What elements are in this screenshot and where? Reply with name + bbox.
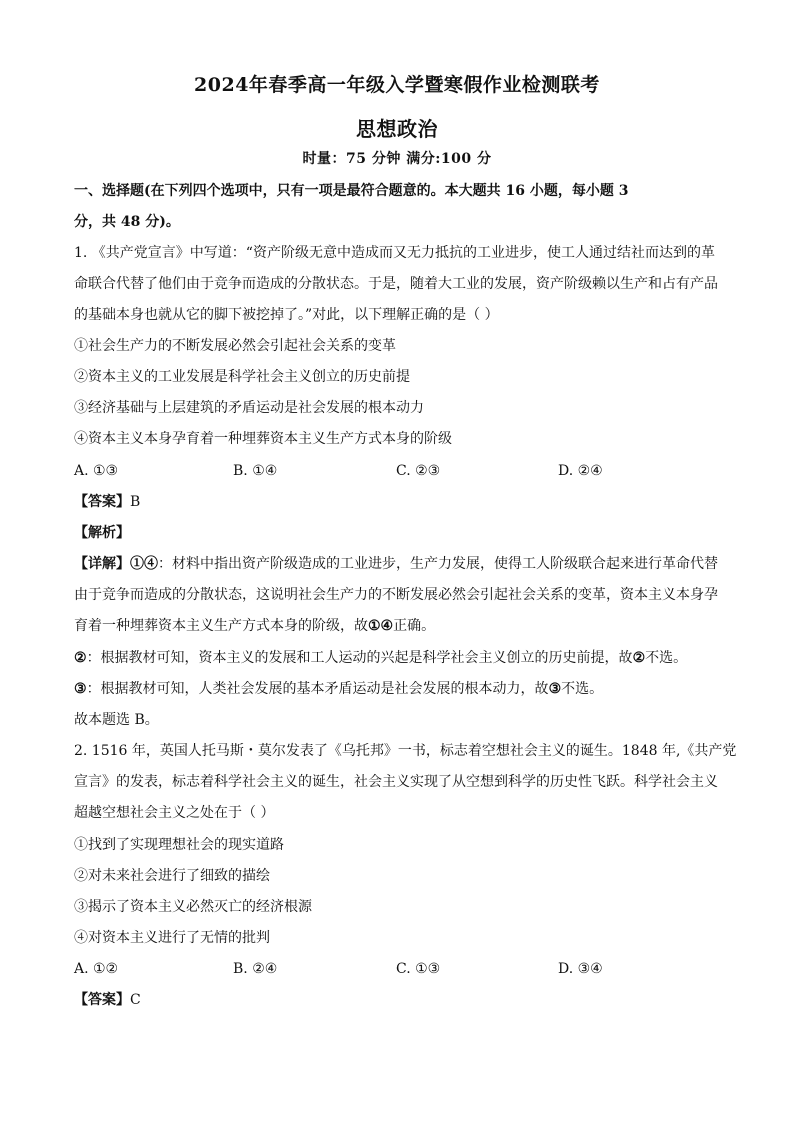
q1-item-3: ③经济基础与上层建筑的矛盾运动是社会发展的根本动力 xyxy=(74,400,424,416)
section-heading-line2: 分，共 48 分)。 xyxy=(74,214,180,230)
q1-stem-line1: 1. 《共产党宣言》中写道：“资产阶级无意中造成而又无力抵抗的工业进步，使工人通过结社而达到的革 xyxy=(74,245,715,261)
answer-value: C xyxy=(130,992,141,1008)
q2-option-a: A. ①② xyxy=(74,961,119,977)
detail-text: ：根据教材可知，资本主义的发展和工人运动的兴起是科学社会主义创立的历史前提，故 xyxy=(86,650,633,666)
detail-choice: ③ xyxy=(548,681,562,697)
answer-tag: 【答案】 xyxy=(74,992,130,1008)
q1-option-d: D. ②④ xyxy=(558,463,603,479)
q1-detail-line1 xyxy=(74,554,734,574)
q1-option-b: B. ①④ xyxy=(233,463,278,479)
detail-text: ：材料中指出资产阶级造成的工业进步，生产力发展，使得工人阶级联合起来进行革命代替 xyxy=(158,556,718,572)
q1-detail-line2: 由于竞争而造成的分散状态，这说明社会生产力的不断发展必然会引起社会关系的变革，资本主义本身孕 xyxy=(74,587,718,603)
q1-detail-line3 xyxy=(74,616,734,636)
q1-stem-line3: 的基础本身也就从它的脚下被挖掉了。”对此，以下理解正确的是（ ） xyxy=(74,307,499,323)
detail-text: 育着一种埋葬资本主义生产方式本身的阶级，故 xyxy=(74,618,368,634)
q2-stem-line3: 超越空想社会主义之处在于（ ） xyxy=(74,805,275,821)
answer-value: B xyxy=(130,494,141,510)
q1-option-a: A. ①③ xyxy=(74,463,119,479)
q2-stem-line2: 宣言》的发表，标志着科学社会主义的诞生，社会主义实现了从空想到科学的历史性飞跃。科学社会主义 xyxy=(74,774,718,790)
q2-item-1: ①找到了实现理想社会的现实道路 xyxy=(74,837,284,853)
q2-option-b: B. ②④ xyxy=(233,961,278,977)
detail-text: ：根据教材可知，人类社会发展的基本矛盾运动是社会发展的根本动力，故 xyxy=(86,681,549,697)
q1-answer xyxy=(74,492,734,512)
detail-tag: 【详解】 xyxy=(74,556,130,572)
section-heading-line1: 一、选择题(在下列四个选项中，只有一项是最符合题意的。本大题共 16 小题，每小题 3 xyxy=(74,183,629,199)
detail-lead: ② xyxy=(74,650,87,666)
detail-lead: ①④ xyxy=(130,556,158,572)
q2-item-3: ③揭示了资本主义必然灭亡的经济根源 xyxy=(74,899,312,915)
detail-text: 正确。 xyxy=(393,618,436,634)
detail-choice: ①④ xyxy=(368,618,394,634)
q1-analysis-tag xyxy=(74,523,734,543)
exam-title: 2024年春季高一年级入学暨寒假作业检测联考 xyxy=(194,74,600,96)
q1-stem-line2: 命联合代替了他们由于竞争而造成的分散状态。于是，随着大工业的发展，资产阶级赖以生产和占有产品 xyxy=(74,276,718,292)
q1-option-c: C. ②③ xyxy=(396,463,441,479)
q1-detail-item2 xyxy=(74,648,734,668)
detail-text: 不选。 xyxy=(561,681,604,697)
detail-lead: ③ xyxy=(74,681,87,697)
q1-detail-item3 xyxy=(74,679,734,699)
detail-choice: ② xyxy=(632,650,646,666)
analysis-tag: 【解析】 xyxy=(74,525,130,541)
q1-conclusion: 故本题选 B。 xyxy=(74,712,159,728)
q2-option-c: C. ①③ xyxy=(396,961,441,977)
q2-option-d: D. ③④ xyxy=(558,961,603,977)
q1-item-4: ④资本主义本身孕育着一种埋葬资本主义生产方式本身的阶级 xyxy=(74,431,452,447)
q2-item-2: ②对未来社会进行了细致的描绘 xyxy=(74,868,270,884)
subject-title: 思想政治 xyxy=(356,117,438,141)
q1-item-2: ②资本主义的工业发展是科学社会主义创立的历史前提 xyxy=(74,369,410,385)
q2-stem-line1: 2. 1516 年，英国人托马斯・莫尔发表了《乌托邦》一书，标志着空想社会主义的诞生。1848 年,《共产党 xyxy=(74,743,737,759)
answer-tag: 【答案】 xyxy=(74,494,130,510)
q2-answer xyxy=(74,990,734,1010)
q2-item-4: ④对资本主义进行了无情的批判 xyxy=(74,930,270,946)
detail-text: 不选。 xyxy=(645,650,688,666)
time-score-info: 时量：75 分钟 满分:100 分 xyxy=(302,151,492,167)
q1-item-1: ①社会生产力的不断发展必然会引起社会关系的变革 xyxy=(74,338,396,354)
